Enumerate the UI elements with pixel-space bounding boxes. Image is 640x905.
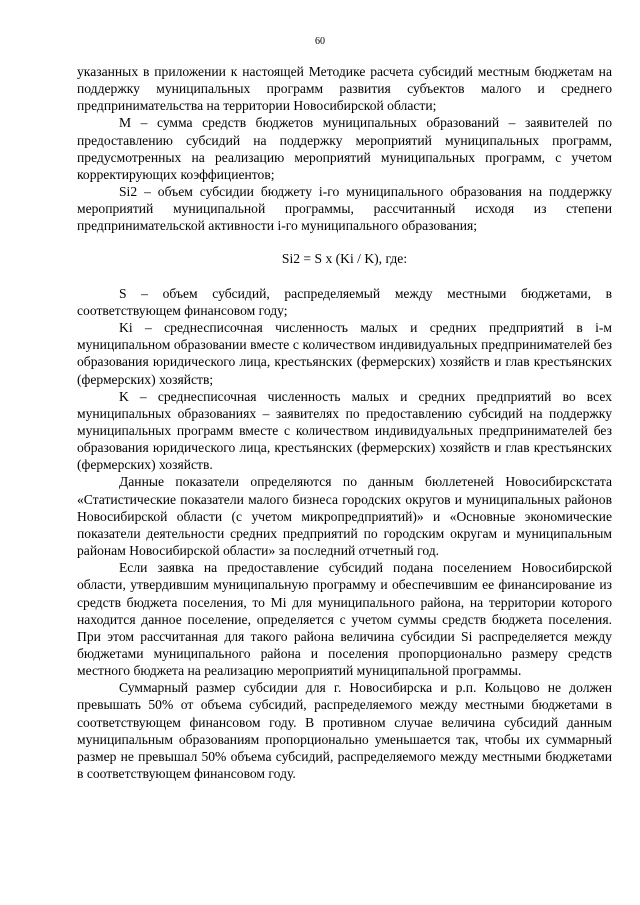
paragraph-ki-definition: Ki – среднесписочная численность малых и средних предприятий в i-м муниципальном образовании вместе с количеством индивидуальных предпринимателей без образования юридического лица, крестьянских (фермерских) хозяйств и глав крестьянских (фермерских) хозяйств; bbox=[77, 320, 612, 387]
paragraph-data-sources: Данные показатели определяются по данным бюллетеней Новосибирскстата «Статистические показатели малого бизнеса городских округов и муниципальных районов Новосибирской области (с учетом микропредприятий)» и «Основные экономические показатели деятельности средних предприятий по городским округам и муниципальным районам Новосибирской области» за последний отчетный год. bbox=[77, 474, 612, 559]
paragraph-s-definition: S – объем субсидий, распределяемый между местными бюджетами, в соответствующем финансовом году; bbox=[77, 285, 612, 318]
document-body bbox=[77, 63, 612, 782]
formula-si2: Si2 = S x (Ki / K), где: bbox=[281, 250, 408, 266]
paragraph-settlement-application: Если заявка на предоставление субсидий подана поселением Новосибирской области, утвердившим муниципальную программу и обеспечившим ее финансирование из средств бюджета поселения, то Mi для муниципального района, на территории которого находится данное поселение, определяется с учетом суммы средств бюджета поселения. При этом рассчитанная для такого района величина субсидии Si распределяется между бюджетами муниципального района и поселения пропорционально размеру средств местного бюджета на реализацию мероприятий муниципальной программы. bbox=[77, 560, 612, 679]
paragraph-m-definition: M – сумма средств бюджетов муниципальных образований – заявителей по предоставлению субсидий на поддержку мероприятий муниципальных программ, предусмотренных на реализацию мероприятий муниципальных программ, с учетом корректирующих коэффициентов; bbox=[77, 115, 612, 182]
paragraph-si2-definition: Si2 – объем субсидии бюджету i-го муниципального образования на поддержку мероприятий муниципальной программы, рассчитанный исходя из степени предпринимательской активности i-го муниципального образования; bbox=[77, 184, 612, 234]
paragraph-continuation: указанных в приложении к настоящей Методике расчета субсидий местным бюджетам на поддержку муниципальных программ развития субъектов малого и среднего предпринимательства на территории Новосибирской области; bbox=[77, 64, 612, 114]
paragraph-k-definition: K – среднесписочная численность малых и средних предприятий во всех муниципальных образованиях – заявителях по предоставлению субсидий на поддержку муниципальных программ вместе с количеством индивидуальных предпринимателей без образования юридического лица, крестьянских (фермерских) хозяйств и глав крестьянских (фермерских) хозяйств. bbox=[77, 388, 612, 473]
paragraph-novosibirsk-koltsovo-limit: Суммарный размер субсидии для г. Новосибирска и р.п. Кольцово не должен превышать 50% от объема субсидий, распределяемого между местными бюджетами в соответствующем финансовом году. В противном случае величина субсидий данным муниципальным образованиям пропорционально уменьшается так, чтобы их суммарный размер не превышал 50% объема субсидий, распределяемого между местными бюджетами в соответствующем финансовом году. bbox=[77, 680, 612, 782]
page-number: 60 bbox=[315, 36, 325, 47]
